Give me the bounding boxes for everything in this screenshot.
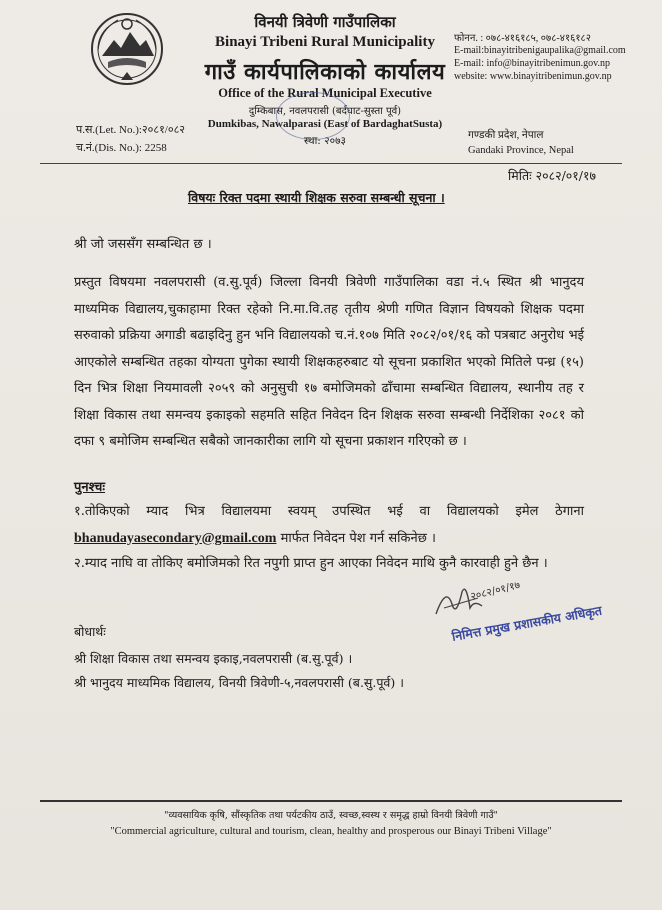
footer-slogan-en: "Commercial agriculture, cultural and tourism, clean, healthy and prosperous our Binayi Tribeni Village" [110,826,552,837]
signatory-title: निमित्त प्रमुख प्रशासकीय अधिकृत [450,602,603,644]
notice-body-paragraph: प्रस्तुत विषयमा नवलपरासी (व.सु.पूर्व) जिल्ला विनयी त्रिवेणी गाउँपालिका वडा नं.५ स्थित श्री भानुदय माध्यमिक विद्यालय,चुकाहामा रिक्त रहेको नि.मा.वि.तह तृतीय श्रेणी गणित विज्ञान विषयको शिक्षक पदमा सरुवाको प्रक्रिया अगाडी बढाइदिनु हुन भनि विद्यालयको च.नं.१०७ मिति २०८२/०१/१६ को पत्रबाट अनुरोध भई आएकोले सम्बन्धित तहका योग्यता पुगेका स्थायी शिक्षकहरुबाट यो सूचना प्रकाशित भएको मितिले पन्ध्र (१५) दिन भित्र शिक्षा नियमावली २०५९ को अनुसुची १७ बमोजिमको ढाँचामा सम्बन्धित विद्यालय, स्थानीय तह र शिक्षा विकास तथा समन्वय इकाइको सहमति सहित निवेदन दिन शिक्षक सरुवा सम्बन्धी निर्देशिका २०८१ को दफा ९ बमोजिम सम्बन्धित सबैको जानकारीका लागि यो सूचना प्रकाशन गरिएको छ । [74,275,584,449]
address-np: दुम्किबास, नवलपरासी (बर्दघाट-सुस्ता पूर्व) [248,106,402,117]
addendum-item-1-text-end: मार्फत निवेदन पेश गर्न सकिनेछ । [280,530,436,546]
header-divider [40,163,622,164]
email-secondary: E-mail: info@binayitribenimun.gov.np [454,58,611,69]
website: website: www.binayitribenimun.gov.np [454,71,612,82]
addendum-item-2: २.म्याद नाघि वा तोकिए बमोजिमको रित नपुगी प्राप्त हुन आएका निवेदन माथि कुनै कारवाही हुने छैन । [74,556,548,571]
cc-recipient: श्री शिक्षा विकास तथा समन्वय इकाइ,नवलपरासी (ब.सु.पूर्व) । [74,651,353,666]
address-en: Dumkibas, Nawalparasi (East of BardaghatSusta) [207,118,443,130]
addendum-item-1-text: १.तोकिएको म्याद भित्र विद्यालयमा स्वयम् उपस्थित भई वा विद्यालयको इमेल ठेगाना [74,504,584,519]
government-emblem-icon [88,10,166,88]
office-name-np: गाउँ कार्यपालिकाको कार्यालय [204,59,446,85]
addendum-heading: पुनश्चः [74,480,106,495]
phone-numbers: फोनन. : ०७८-४१६१८५, ०७८-४१६१८२ [454,33,591,44]
established-year: स्था: २०७३ [303,135,347,147]
signature-date: २०८२/०१/१७ [469,579,522,603]
footer-divider [40,800,622,802]
municipality-name-np: विनयी त्रिवेणी गाउँपालिका [254,13,396,31]
email-primary: E-mail:binayitribenigaupalika@gmail.com [454,45,626,56]
salutation: श्री जो जससँग सम्बन्धित छ । [74,237,212,252]
notice-subject: विषयः रिक्त पदमा स्थायी शिक्षक सरुवा सम्बन्धी सूचना । [188,190,445,205]
notice-date: मितिः २०८२/०१/१७ [508,168,596,183]
addendum-item-1 [74,499,584,552]
cc-heading: बोधार्थः [74,624,106,639]
cc-recipient: श्री भानुदय माध्यमिक विद्यालय, विनयी त्रिवेणी-५,नवलपरासी (ब.सु.पूर्व) । [74,675,404,690]
footer-slogan-np: "व्यवसायिक कृषि, सौंस्कृतिक तथा पर्यटकीय ठाउँ, स्वच्छ,स्वस्थ र समृद्ध हाम्रो विनयी त्रिवेणी गाउँ" [164,810,498,821]
dispatch-number: च.नं.(Dis. No.): 2258 [76,142,167,154]
letter-number: प.स.(Let. No.):२०८१/०८२ [76,124,186,136]
province-np: गण्डकी प्रदेश, नेपाल [468,130,544,141]
province-en: Gandaki Province, Nepal [468,145,574,156]
office-stamp [276,92,350,140]
school-email-link[interactable]: bhanudayasecondary@gmail.com [74,530,277,546]
office-name-en: Office of the Rural Municipal Executive [218,86,432,100]
municipality-name-en: Binayi Tribeni Rural Municipality [215,34,435,50]
